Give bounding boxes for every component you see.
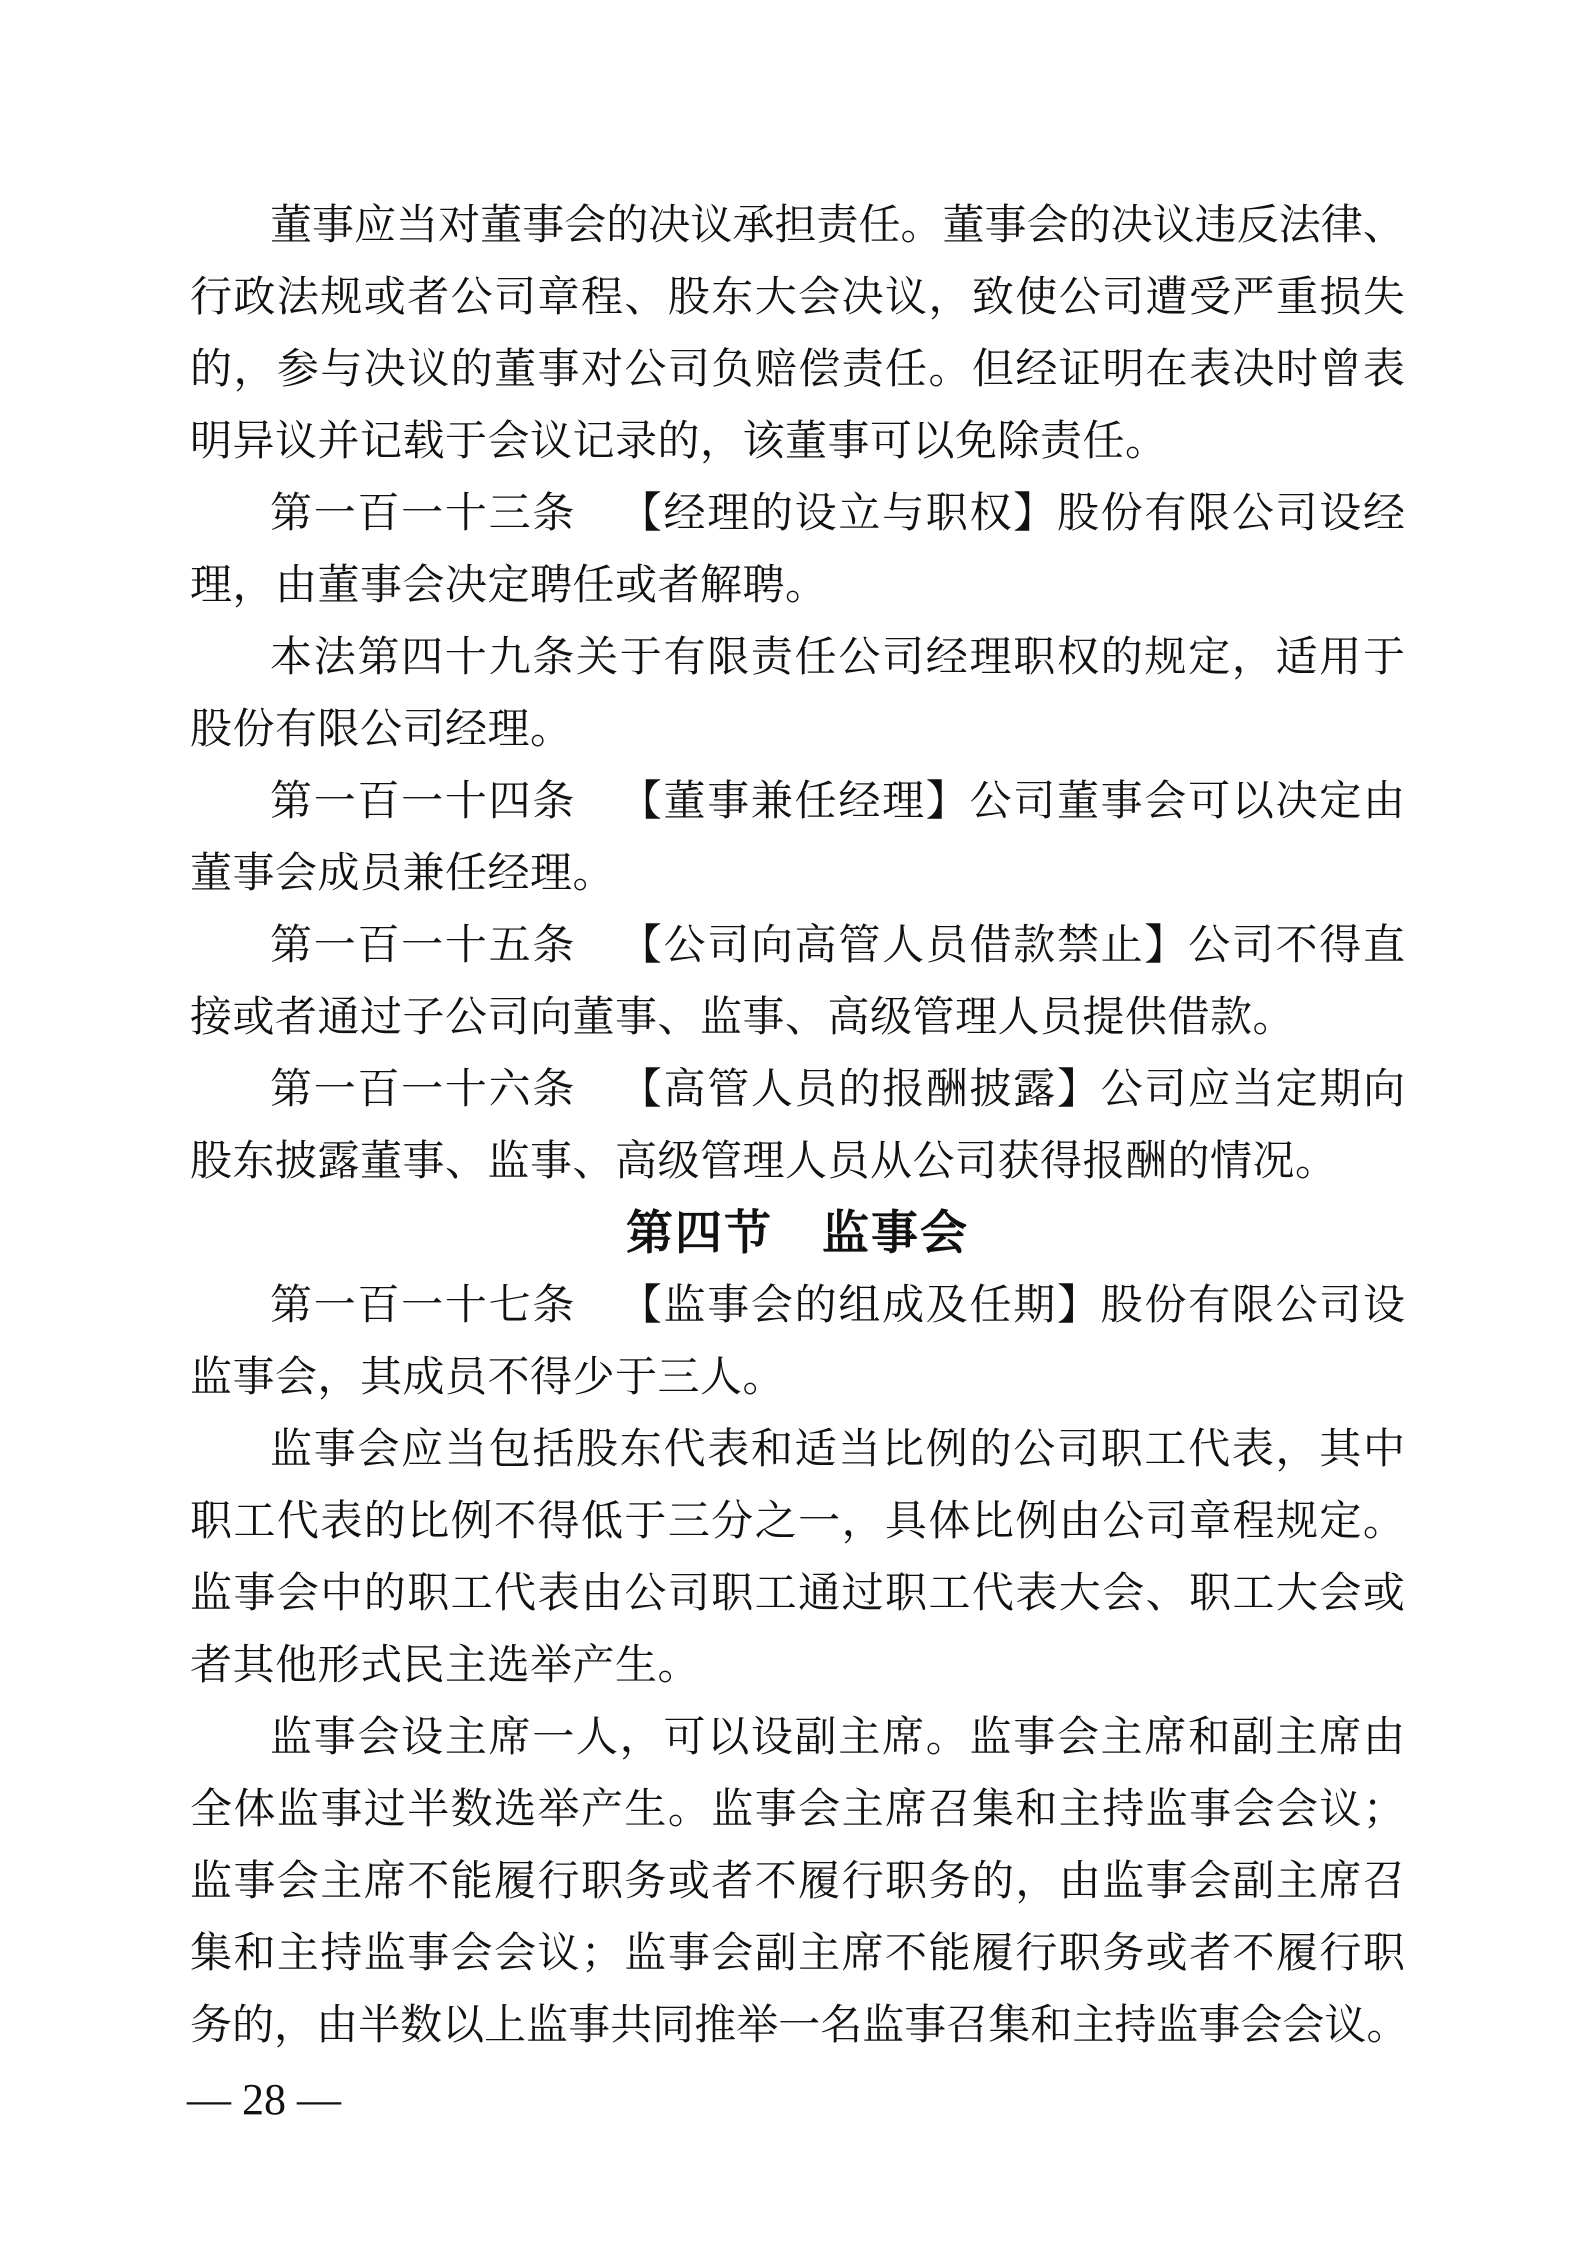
text-line: 股东披露董事、监事、高级管理人员从公司获得报酬的情况。 — [190, 1139, 1338, 1185]
text-line: 董事会成员兼任经理。 — [190, 851, 616, 897]
text-line: 第 一 百 一 十 四 条 【 董 事 兼 任 经 理 】 公 司 董 事 会 可 以 决 定 由 — [270, 779, 1405, 825]
text-line: 第 一 百 一 十 七 条 【 监 事 会 的 组 成 及 任 期 】 股 份 有 限 公 司 设 — [270, 1283, 1405, 1329]
text-line: 第 一 百 一 十 三 条 【 经 理 的 设 立 与 职 权 】 股 份 有 限 公 司 设 经 — [270, 491, 1405, 537]
text-line: 股份有限公司经理。 — [190, 707, 573, 753]
text-line: 董 事 应 当 对 董 事 会 的 决 议 承 担 责 任 。 董 事 会 的 决 议 违 反 法 律 、 — [270, 203, 1405, 249]
text-line: 第 一 百 一 十 五 条 【 公 司 向 高 管 人 员 借 款 禁 止 】 公 司 不 得 直 — [270, 923, 1405, 969]
text-line: 监 事 会 应 当 包 括 股 东 代 表 和 适 当 比 例 的 公 司 职 工 代 表 ， 其 中 — [270, 1427, 1405, 1473]
text-line: 本 法 第 四 十 九 条 关 于 有 限 责 任 公 司 经 理 职 权 的 规 定 ， 适 用 于 — [270, 635, 1405, 681]
page-number: — 28 — — [187, 2075, 341, 2124]
text-line: 行 政 法 规 或 者 公 司 章 程 、 股 东 大 会 决 议 ， 致 使 公 司 遭 受 严 重 损 失 — [190, 275, 1405, 321]
text-line: 监 事 会 设 主 席 一 人 ， 可 以 设 副 主 席 。 监 事 会 主 席 和 副 主 席 由 — [270, 1715, 1405, 1761]
section-heading: 第四节 监事会 — [626, 1208, 969, 1260]
text-line: 集 和 主 持 监 事 会 会 议 ； 监 事 会 副 主 席 不 能 履 行 职 务 或 者 不 履 行 职 — [190, 1931, 1405, 1977]
text-line: 全 体 监 事 过 半 数 选 举 产 生 。 监 事 会 主 席 召 集 和 主 持 监 事 会 会 议 ； — [190, 1787, 1405, 1833]
text-line: 的 ， 参 与 决 议 的 董 事 对 公 司 负 赔 偿 责 任 。 但 经 证 明 在 表 决 时 曾 表 — [190, 347, 1405, 393]
text-block — [190, 190, 1409, 2062]
text-line: 理，由董事会决定聘任或者解聘。 — [190, 563, 828, 609]
text-line: 第 一 百 一 十 六 条 【 高 管 人 员 的 报 酬 披 露 】 公 司 应 当 定 期 向 — [270, 1067, 1405, 1113]
text-line: 务 的 ， 由 半 数 以 上 监 事 共 同 推 举 一 名 监 事 召 集 和 主 持 监 事 会 会 议 。 — [190, 2003, 1409, 2049]
text-line: 监 事 会 中 的 职 工 代 表 由 公 司 职 工 通 过 职 工 代 表 大 会 、 职 工 大 会 或 — [190, 1571, 1405, 1617]
text-line: 监 事 会 主 席 不 能 履 行 职 务 或 者 不 履 行 职 务 的 ， 由 监 事 会 副 主 席 召 — [190, 1859, 1405, 1905]
text-line: 职 工 代 表 的 比 例 不 得 低 于 三 分 之 一 ， 具 体 比 例 由 公 司 章 程 规 定 。 — [190, 1499, 1405, 1545]
text-line: 明异议并记载于会议记录的，该董事可以免除责任。 — [190, 419, 1168, 465]
text-line: 监事会，其成员不得少于三人。 — [190, 1355, 786, 1401]
text-line: 接或者通过子公司向董事、监事、高级管理人员提供借款。 — [190, 995, 1296, 1041]
text-line: 者其他形式民主选举产生。 — [190, 1643, 701, 1689]
